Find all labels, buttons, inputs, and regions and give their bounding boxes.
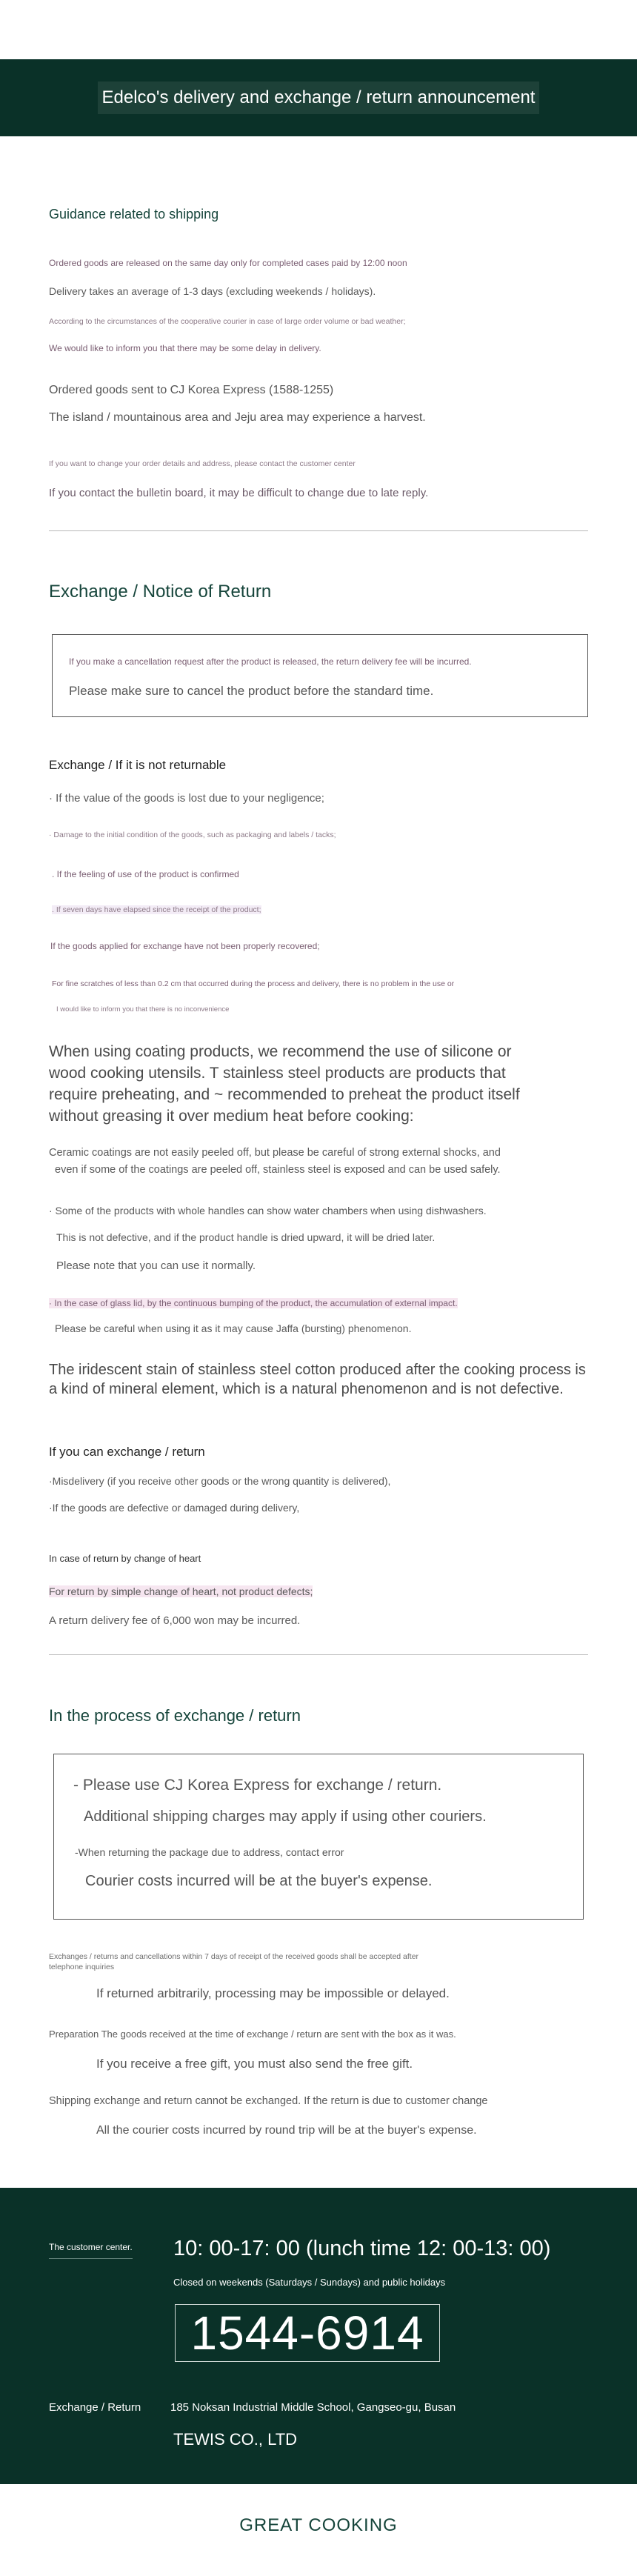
shipping-line: According to the circumstances of the cooperative courier in case of large order volume or bad weather;: [49, 317, 406, 326]
section-divider: [49, 530, 588, 531]
not-returnable-heading: Exchange / If it is not returnable: [49, 758, 227, 772]
shipping-line: Ordered goods sent to CJ Korea Express (1588-1255): [49, 384, 334, 396]
ceramic-notice: Ceramic coatings are not easily peeled off, but please be careful of strong external shocks, and: [49, 1147, 501, 1159]
list-item: . If seven days have elapsed since the receipt of the product;: [52, 905, 261, 914]
list-item: A return delivery fee of 6,000 won may be incurred.: [49, 1614, 301, 1627]
header-banner: [0, 59, 637, 136]
closed-days: Closed on weekends (Saturdays / Sundays) and public holidays: [173, 2277, 446, 2288]
exchange-return-label: Exchange / Return: [49, 2401, 141, 2414]
process-note: Exchanges / returns and cancellations within 7 days of receipt of the received goods shall be accepted after: [49, 1952, 419, 1961]
handles-notice: · Some of the products with whole handles can show water chambers when using dishwashers.: [49, 1205, 487, 1217]
handles-notice: Please note that you can use it normally.: [56, 1259, 256, 1272]
section-divider: [49, 1654, 588, 1655]
notice-line: - Please use CJ Korea Express for exchange / return.: [73, 1777, 442, 1794]
can-exchange-heading: If you can exchange / return: [49, 1445, 205, 1459]
process-note: If returned arbitrarily, processing may be impossible or delayed.: [96, 1986, 450, 2000]
list-item: For fine scratches of less than 0.2 cm that occurred during the process and delivery, there is no problem in the use or: [52, 979, 455, 988]
exchange-notice-heading: Exchange / Notice of Return: [49, 582, 272, 602]
process-note: Shipping exchange and return cannot be exchanged. If the return is due to customer change: [49, 2095, 488, 2107]
shipping-line: Ordered goods are released on the same day only for completed cases paid by 12:00 noon: [49, 258, 407, 268]
shipping-line: If you want to change your order details and address, please contact the customer center: [49, 459, 356, 468]
list-item: If the goods applied for exchange have not been properly recovered;: [50, 941, 320, 951]
shipping-heading: Guidance related to shipping: [49, 207, 219, 222]
list-item: ·If the goods are defective or damaged during delivery,: [49, 1502, 300, 1514]
process-note: All the courier costs incurred by round trip will be at the buyer's expense.: [96, 2124, 477, 2137]
notice-line: Courier costs incurred will be at the buyer's expense.: [85, 1873, 433, 1889]
list-item: ·Misdelivery (if you receive other goods or the wrong quantity is delivered),: [49, 1475, 391, 1487]
page-title: Edelco's delivery and exchange / return announcement: [98, 81, 540, 114]
glass-lid-notice: · In the case of glass lid, by the continuous bumping of the product, the accumulation of external impact.: [49, 1298, 458, 1308]
brand-name: GREAT COOKING: [239, 2515, 398, 2535]
shipping-line: We would like to inform you that there may be some delay in delivery.: [49, 343, 321, 353]
list-item: . If the feeling of use of the product is confirmed: [52, 869, 239, 879]
shipping-line: The island / mountainous area and Jeju area may experience a harvest.: [49, 411, 426, 424]
list-item: · Damage to the initial condition of the goods, such as packaging and labels / tacks;: [49, 831, 336, 839]
handles-notice: This is not defective, and if the product handle is dried upward, it will be dried later.: [56, 1231, 436, 1243]
business-hours: 10: 00-17: 00 (lunch time 12: 00-13: 00): [173, 2237, 551, 2260]
glass-lid-notice: Please be careful when using it as it may cause Jaffa (bursting) phenomenon.: [55, 1322, 412, 1334]
coating-notice: When using coating products, we recommend the use of silicone or wood cooking utensils. T stainless steel products are products that require preheating, and ~ recommended to preheat the product itself without greasing it over medium heat before cooking:: [49, 1043, 520, 1125]
list-item: · If the value of the goods is lost due to your negligence;: [49, 792, 324, 805]
change-of-heart-heading: In case of return by change of heart: [49, 1553, 201, 1564]
notice-line: Please make sure to cancel the product before the standard time.: [69, 684, 434, 698]
notice-line: Additional shipping charges may apply if using other couriers.: [84, 1808, 487, 1825]
shipping-line: If you contact the bulletin board, it may be difficult to change due to late reply.: [49, 487, 429, 499]
notice-line: If you make a cancellation request after the product is released, the return delivery fee will be incurred.: [69, 656, 472, 667]
stain-notice: The iridescent stain of stainless steel cotton produced after the cooking process is a kind of mineral element, which is a natural phenomenon and is not defective.: [49, 1362, 586, 1397]
process-note: Preparation The goods received at the time of exchange / return are sent with the box as it was.: [49, 2028, 456, 2040]
return-address: 185 Noksan Industrial Middle School, Gangseo-gu, Busan: [170, 2401, 456, 2414]
ceramic-notice: even if some of the coatings are peeled off, stainless steel is exposed and can be used safely.: [55, 1164, 501, 1176]
courier-notice-box: [53, 1754, 584, 1920]
process-note: telephone inquiries: [49, 1963, 115, 1971]
customer-center-label: The customer center.: [49, 2242, 133, 2259]
list-item: For return by simple change of heart, not product defects;: [49, 1585, 313, 1597]
shipping-line: Delivery takes an average of 1-3 days (excluding weekends / holidays).: [49, 285, 376, 297]
process-note: If you receive a free gift, you must also send the free gift.: [96, 2057, 413, 2071]
customer-center-phone[interactable]: 1544-6914: [175, 2304, 440, 2362]
process-heading: In the process of exchange / return: [49, 1706, 301, 1725]
list-item: I would like to inform you that there is no inconvenience: [56, 1005, 230, 1014]
cancellation-notice-box: [52, 634, 588, 717]
notice-line: -When returning the package due to address, contact error: [75, 1846, 344, 1858]
company-name: TEWIS CO., LTD: [173, 2430, 298, 2449]
